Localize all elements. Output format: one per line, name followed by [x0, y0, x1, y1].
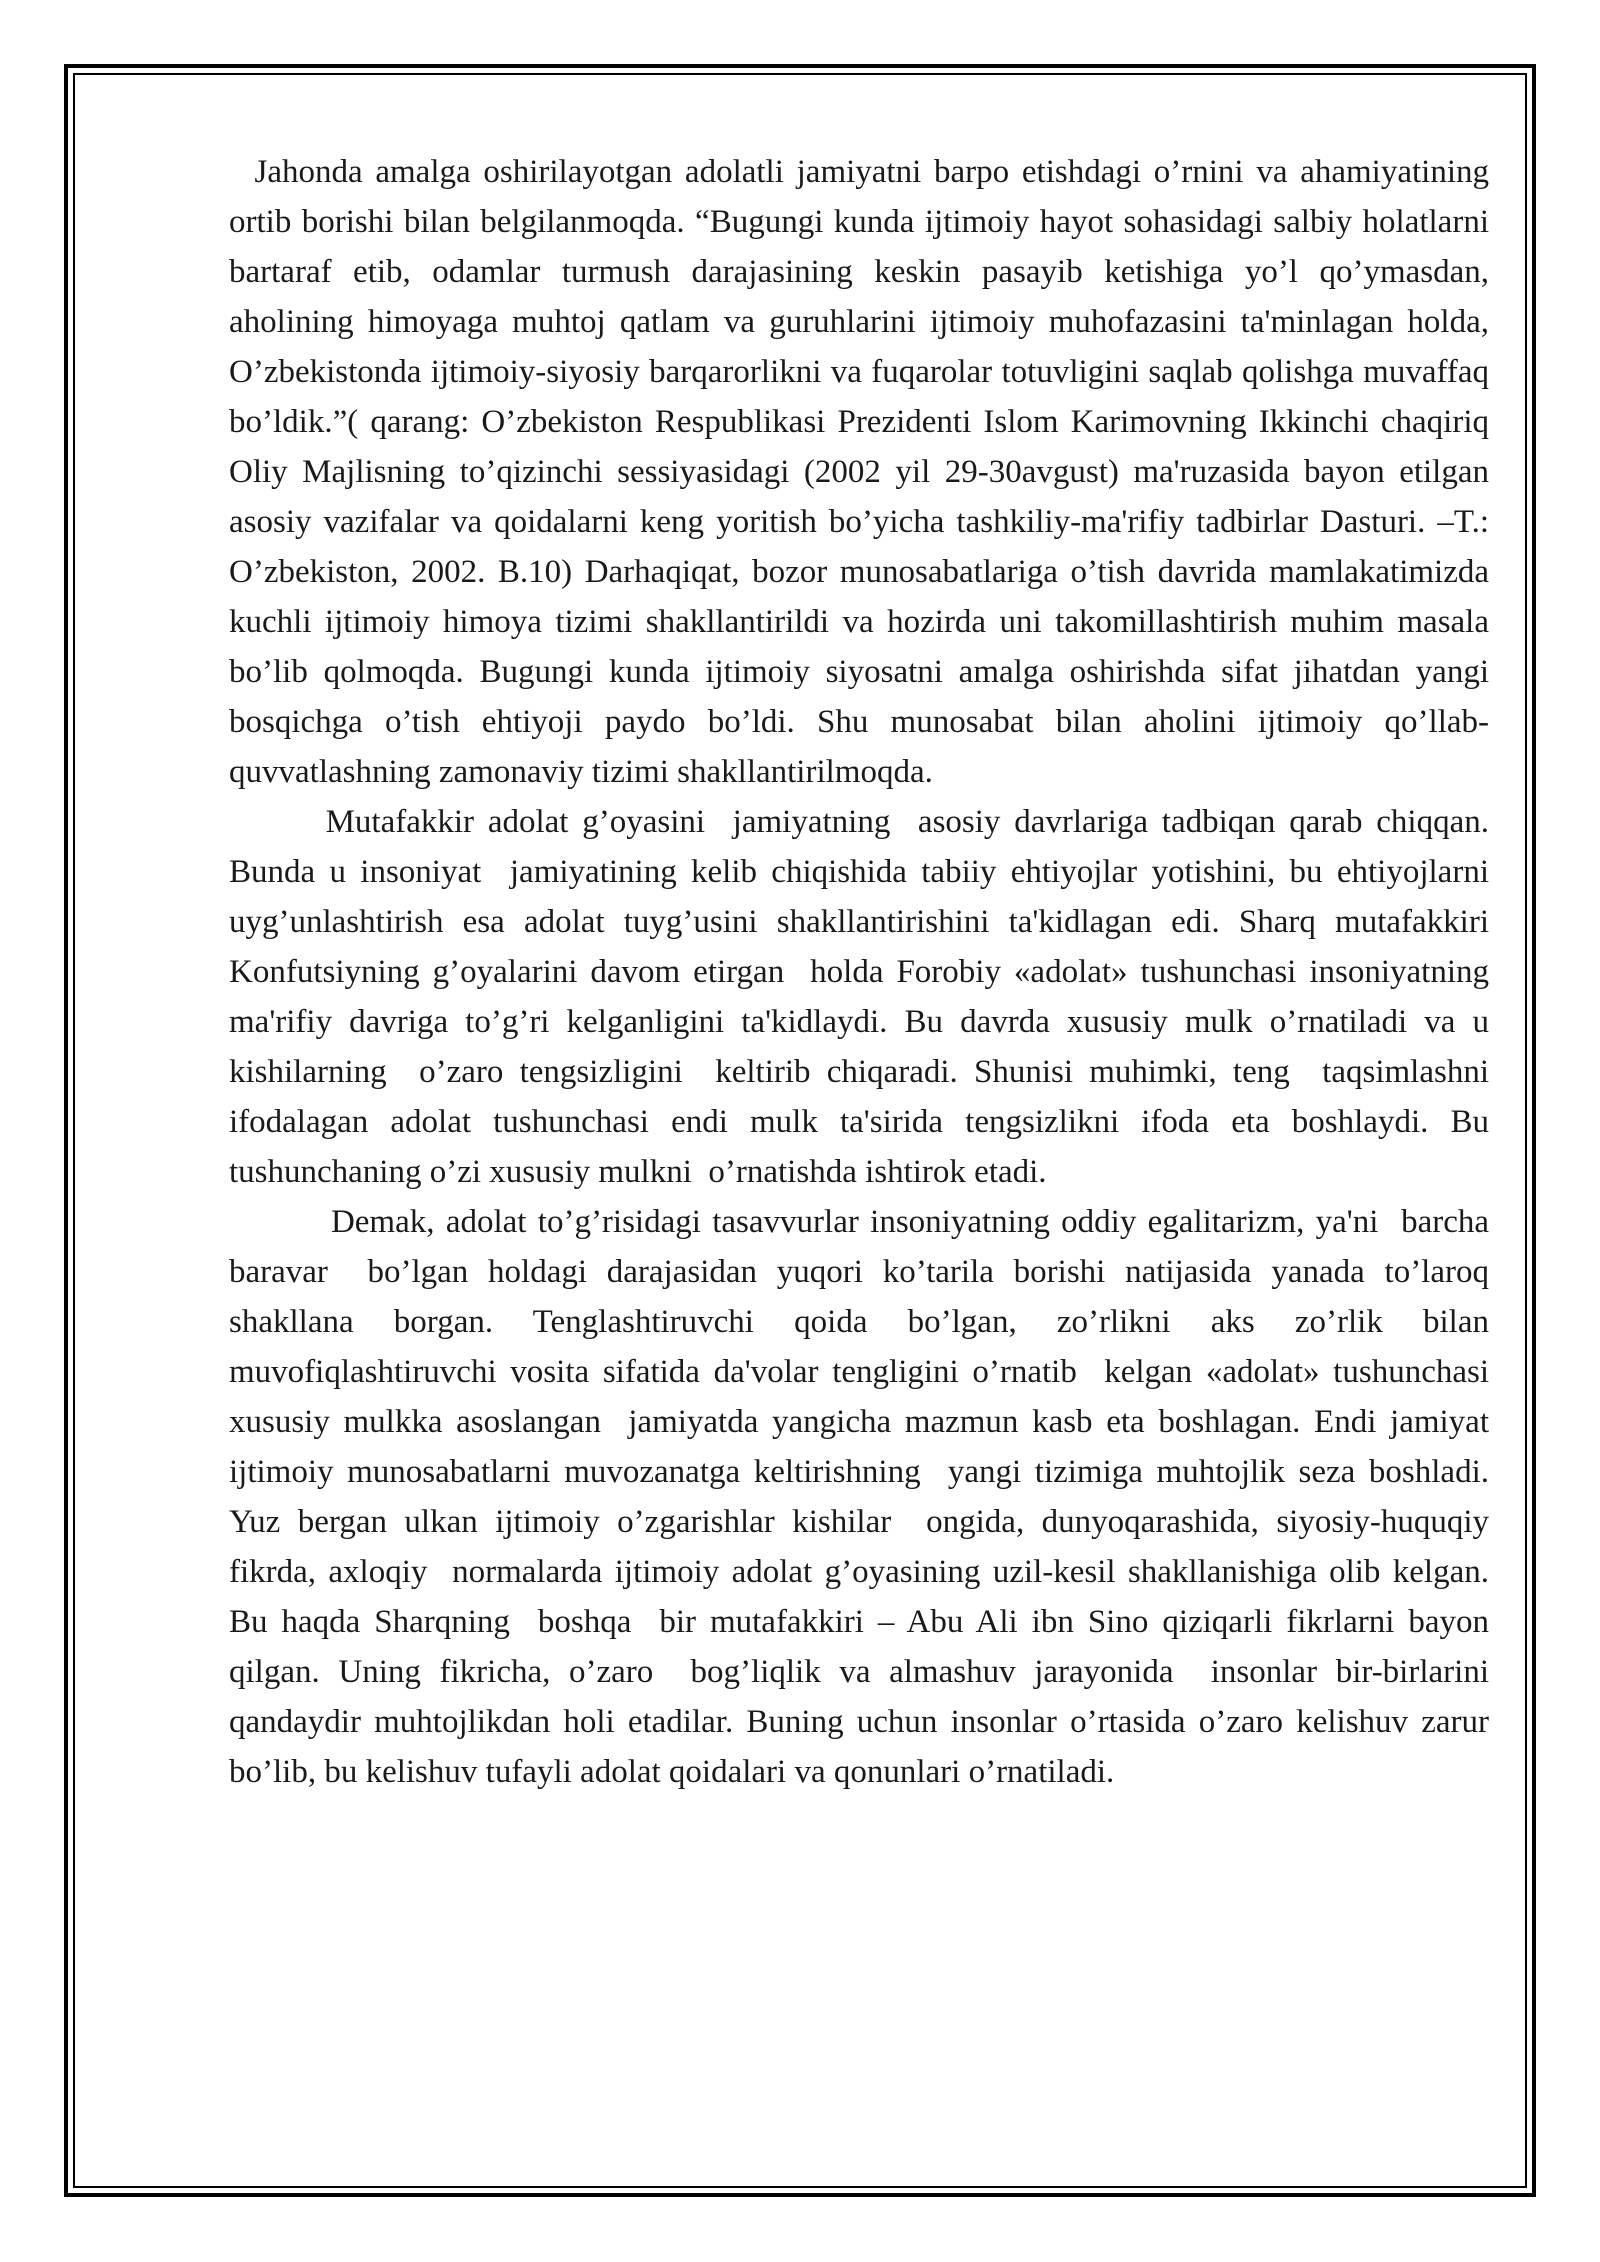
paragraph-2: Mutafakkir adolat g’oyasini jamiyatning asosiy davrlariga tadbiqan qarab chiqqan. Bunda u insoniyat jamiyatining kelib chiqishida tabiiy ehtiyojlar yotishini, bu ehtiyojlarni uyg’unlashtirish esa adolat tuyg’usini shakllantirishini ta'kidlagan edi. Sharq mutafakkiri Konfutsiyning g’oyalarini davom etirgan holda Forobiy «adolat» tushunchasi insoniyatning ma'rifiy davriga to’g’ri kelganligini ta'kidlaydi. Bu davrda xususiy mulk o’rnatiladi va u kishilarning o’zaro tengsizligini keltirib chiqaradi. Shunisi muhimki, teng taqsimlashni ifodalagan adolat tushunchasi endi mulk ta'sirida tengsizlikni ifoda eta boshlaydi. Bu tushunchaning o’zi xususiy mulkni o’rnatishda ishtirok etadi.: [229, 804, 1506, 1190]
paragraph-3: Demak, adolat to’g’risidagi tasavvurlar insoniyatning oddiy egalitarizm, ya'ni barcha baravar bo’lgan holdagi darajasidan yuqori ko’tarila borishi natijasida yanada to’laroq shakllana borgan. Tenglashtiruvchi qoida bo’lgan, zo’rlikni aks zo’rlik bilan muvofiqlashtiruvchi vosita sifatida da'volar tengligini o’rnatib kelgan «adolat» tushunchasi xususiy mulkka asoslangan jamiyatda yangicha mazmun kasb eta boshlagan. Endi jamiyat ijtimoiy munosabatlarni muvozanatga keltirishning yangi tizimiga muhtojlik seza boshladi. Yuz bergan ulkan ijtimoiy o’zgarishlar kishilar ongida, dunyoqarashida, siyosiy-huquqiy fikrda, axloqiy normalarda ijtimoiy adolat g’oyasining uzil-kesil shakllanishiga olib kelgan. Bu haqda Sharqning boshqa bir mutafakkiri – Abu Ali ibn Sino qiziqarli fikrlarni bayon qilgan. Uning fikricha, o’zaro bog’liqlik va almashuv jarayonida insonlar bir-birlarini qandaydir muhtojlikdan holi etadilar. Buning uchun insonlar o’rtasida o’zaro kelishuv zarur bo’lib, bu kelishuv tufayli adolat qoidalari va qonunlari o’rnatiladi.: [229, 1204, 1506, 1790]
document-body: [229, 147, 1506, 1797]
paragraph-1: Jahonda amalga oshirilayotgan adolatli jamiyatni barpo etishdagi o’rnini va ahamiyatining ortib borishi bilan belgilanmoqda. “Bugungi kunda ijtimoiy hayot sohasidagi salbiy holatlarni bartaraf etib, odamlar turmush darajasining keskin pasayib ketishiga yo’l qo’ymasdan, aholining himoyaga muhtoj qatlam va guruhlarini ijtimoiy muhofazasini ta'minlagan holda, O’zbekistonda ijtimoiy-siyosiy barqarorlikni va fuqarolar totuvligini saqlab qolishga muvaffaq bo’ldik.”( qarang: O’zbekiston Respublikasi Prezidenti Islom Karimovning Ikkinchi chaqiriq Oliy Majlisning to’qizinchi sessiyasidagi (2002 yil 29-30avgust) ma'ruzasida bayon etilgan asosiy vazifalar va qoidalarni keng yoritish bo’yicha tashkiliy-ma'rifiy tadbirlar Dasturi. –T.: O’zbekiston, 2002. B.10) Darhaqiqat, bozor munosabatlariga o’tish davrida mamlakatimizda kuchli ijtimoiy himoya tizimi shakllantirildi va hozirda uni takomillashtirish muhim masala bo’lib qolmoqda. Bugungi kunda ijtimoiy siyosatni amalga oshirishda sifat jihatdan yangi bosqichga o’tish ehtiyoji paydo bo’ldi. Shu munosabat bilan aholini ijtimoiy qo’llab-quvvatlashning zamonaviy tizimi shakllantirilmoqda.: [229, 154, 1498, 790]
